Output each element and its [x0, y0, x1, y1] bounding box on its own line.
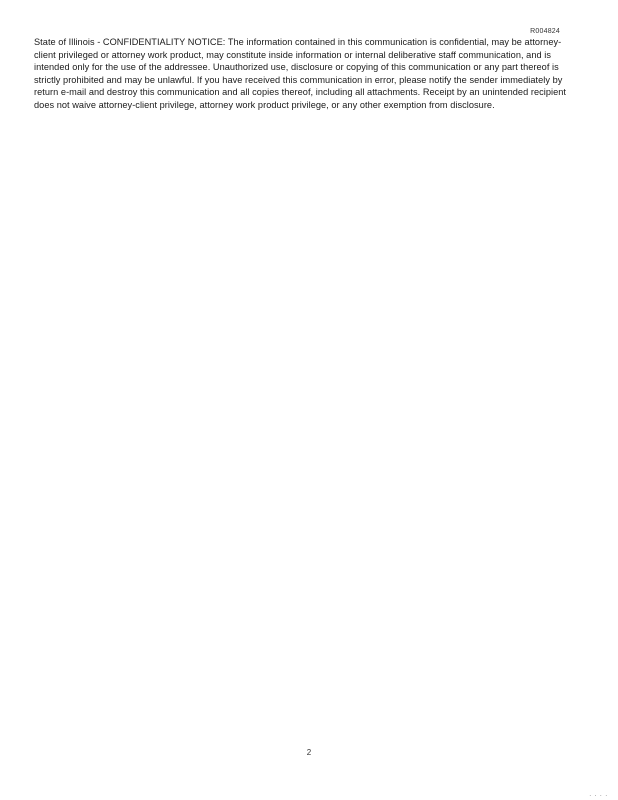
corner-mark: . . . . [589, 792, 608, 798]
document-id: R004824 [530, 28, 560, 35]
page-number: 2 [306, 748, 312, 757]
confidentiality-notice: State of Illinois - CONFIDENTIALITY NOTICE: The information contained in this communication is confidential, may be attorney-client privileged or attorney work product, may constitute inside information or internal deliberative staff communication, and is intended only for the use of the addressee. Unauthorized use, disclosure or copying of this communication or any part thereof is strictly prohibited and may be unlawful. If you have received this communication in error, please notify the sender immediately by return e-mail and destroy this communication and all copies thereof, including all attachments. Receipt by an unintended recipient does not waive attorney-client privilege, attorney work product privilege, or any other exemption from disclosure. [34, 37, 567, 110]
